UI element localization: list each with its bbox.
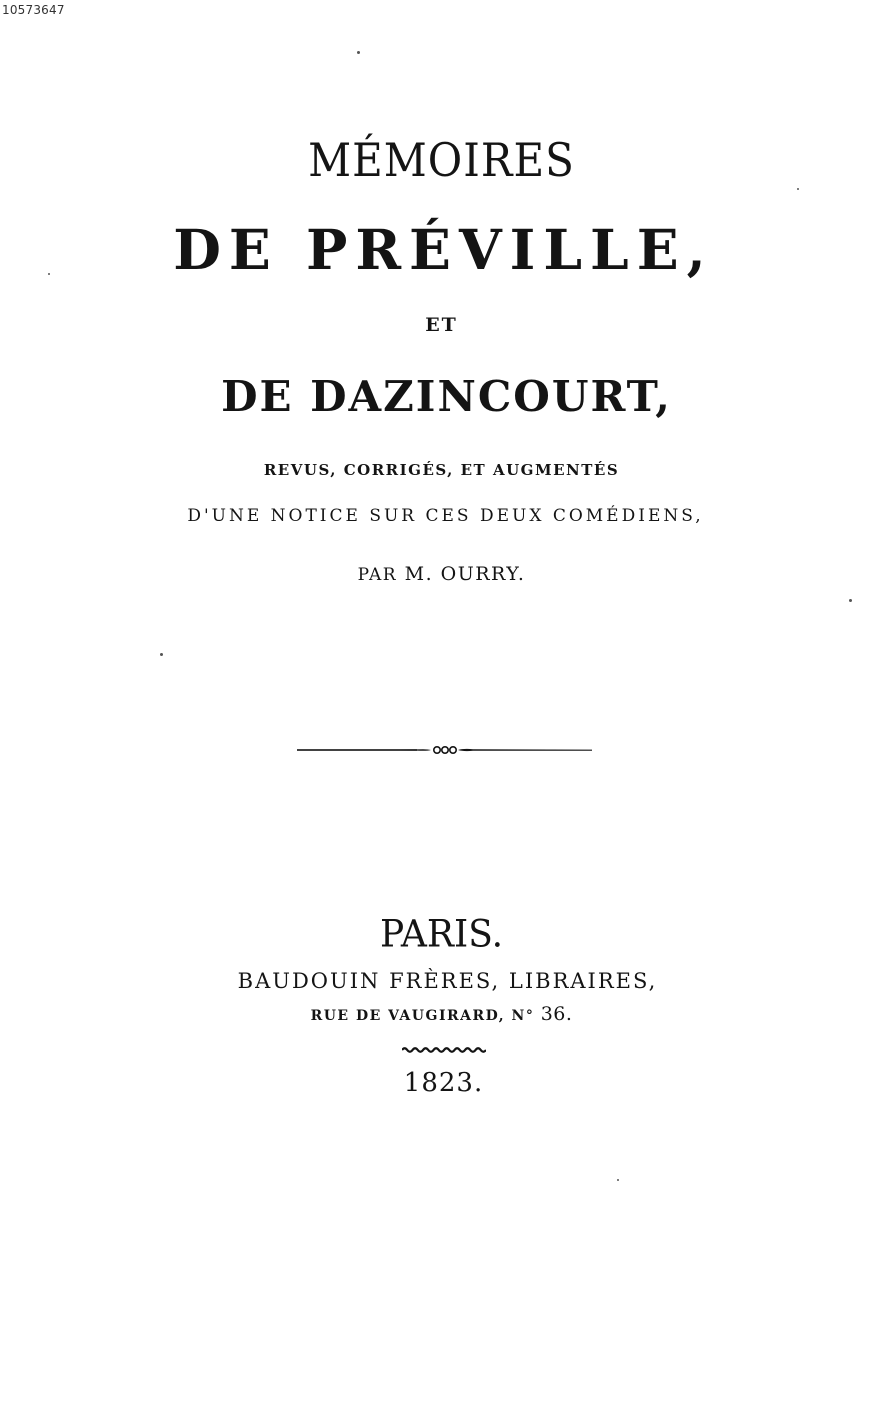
title-dazincourt: DE DAZINCOURT,: [221, 372, 672, 421]
imprint-street-number: 36.: [540, 1003, 573, 1025]
imprint-street: RUE DE VAUGIRARD, N°: [310, 1008, 535, 1024]
author-prefix: PAR: [357, 565, 398, 585]
wavy-rule-icon: [402, 1046, 486, 1054]
scan-speck: [48, 273, 50, 275]
author-name: M. OURRY.: [404, 563, 526, 585]
scan-speck: [357, 51, 360, 54]
scan-speck: [160, 653, 163, 656]
subtitle-revus: REVUS, CORRIGÉS, ET AUGMENTÉS: [263, 461, 620, 479]
imprint-city: PARIS.: [379, 912, 504, 956]
imprint-publisher: BAUDOUIN FRÈRES, LIBRAIRES,: [237, 969, 658, 993]
ornament-rule-icon: [297, 740, 592, 760]
title-preville: DE PRÉVILLE,: [173, 217, 714, 282]
author-line: [0, 565, 883, 584]
imprint-year: 1823.: [403, 1068, 484, 1098]
title-memoires: MÉMOIRES: [308, 134, 575, 187]
title-et: ET: [425, 314, 458, 336]
subtitle-notice: D'UNE NOTICE SUR CES DEUX COMÉDIENS,: [187, 506, 704, 526]
scan-speck: [617, 1179, 619, 1181]
scan-speck: [797, 188, 799, 190]
scan-id-label: 10573647: [2, 3, 65, 17]
imprint-address: [0, 1005, 883, 1024]
scan-speck: [849, 599, 852, 602]
